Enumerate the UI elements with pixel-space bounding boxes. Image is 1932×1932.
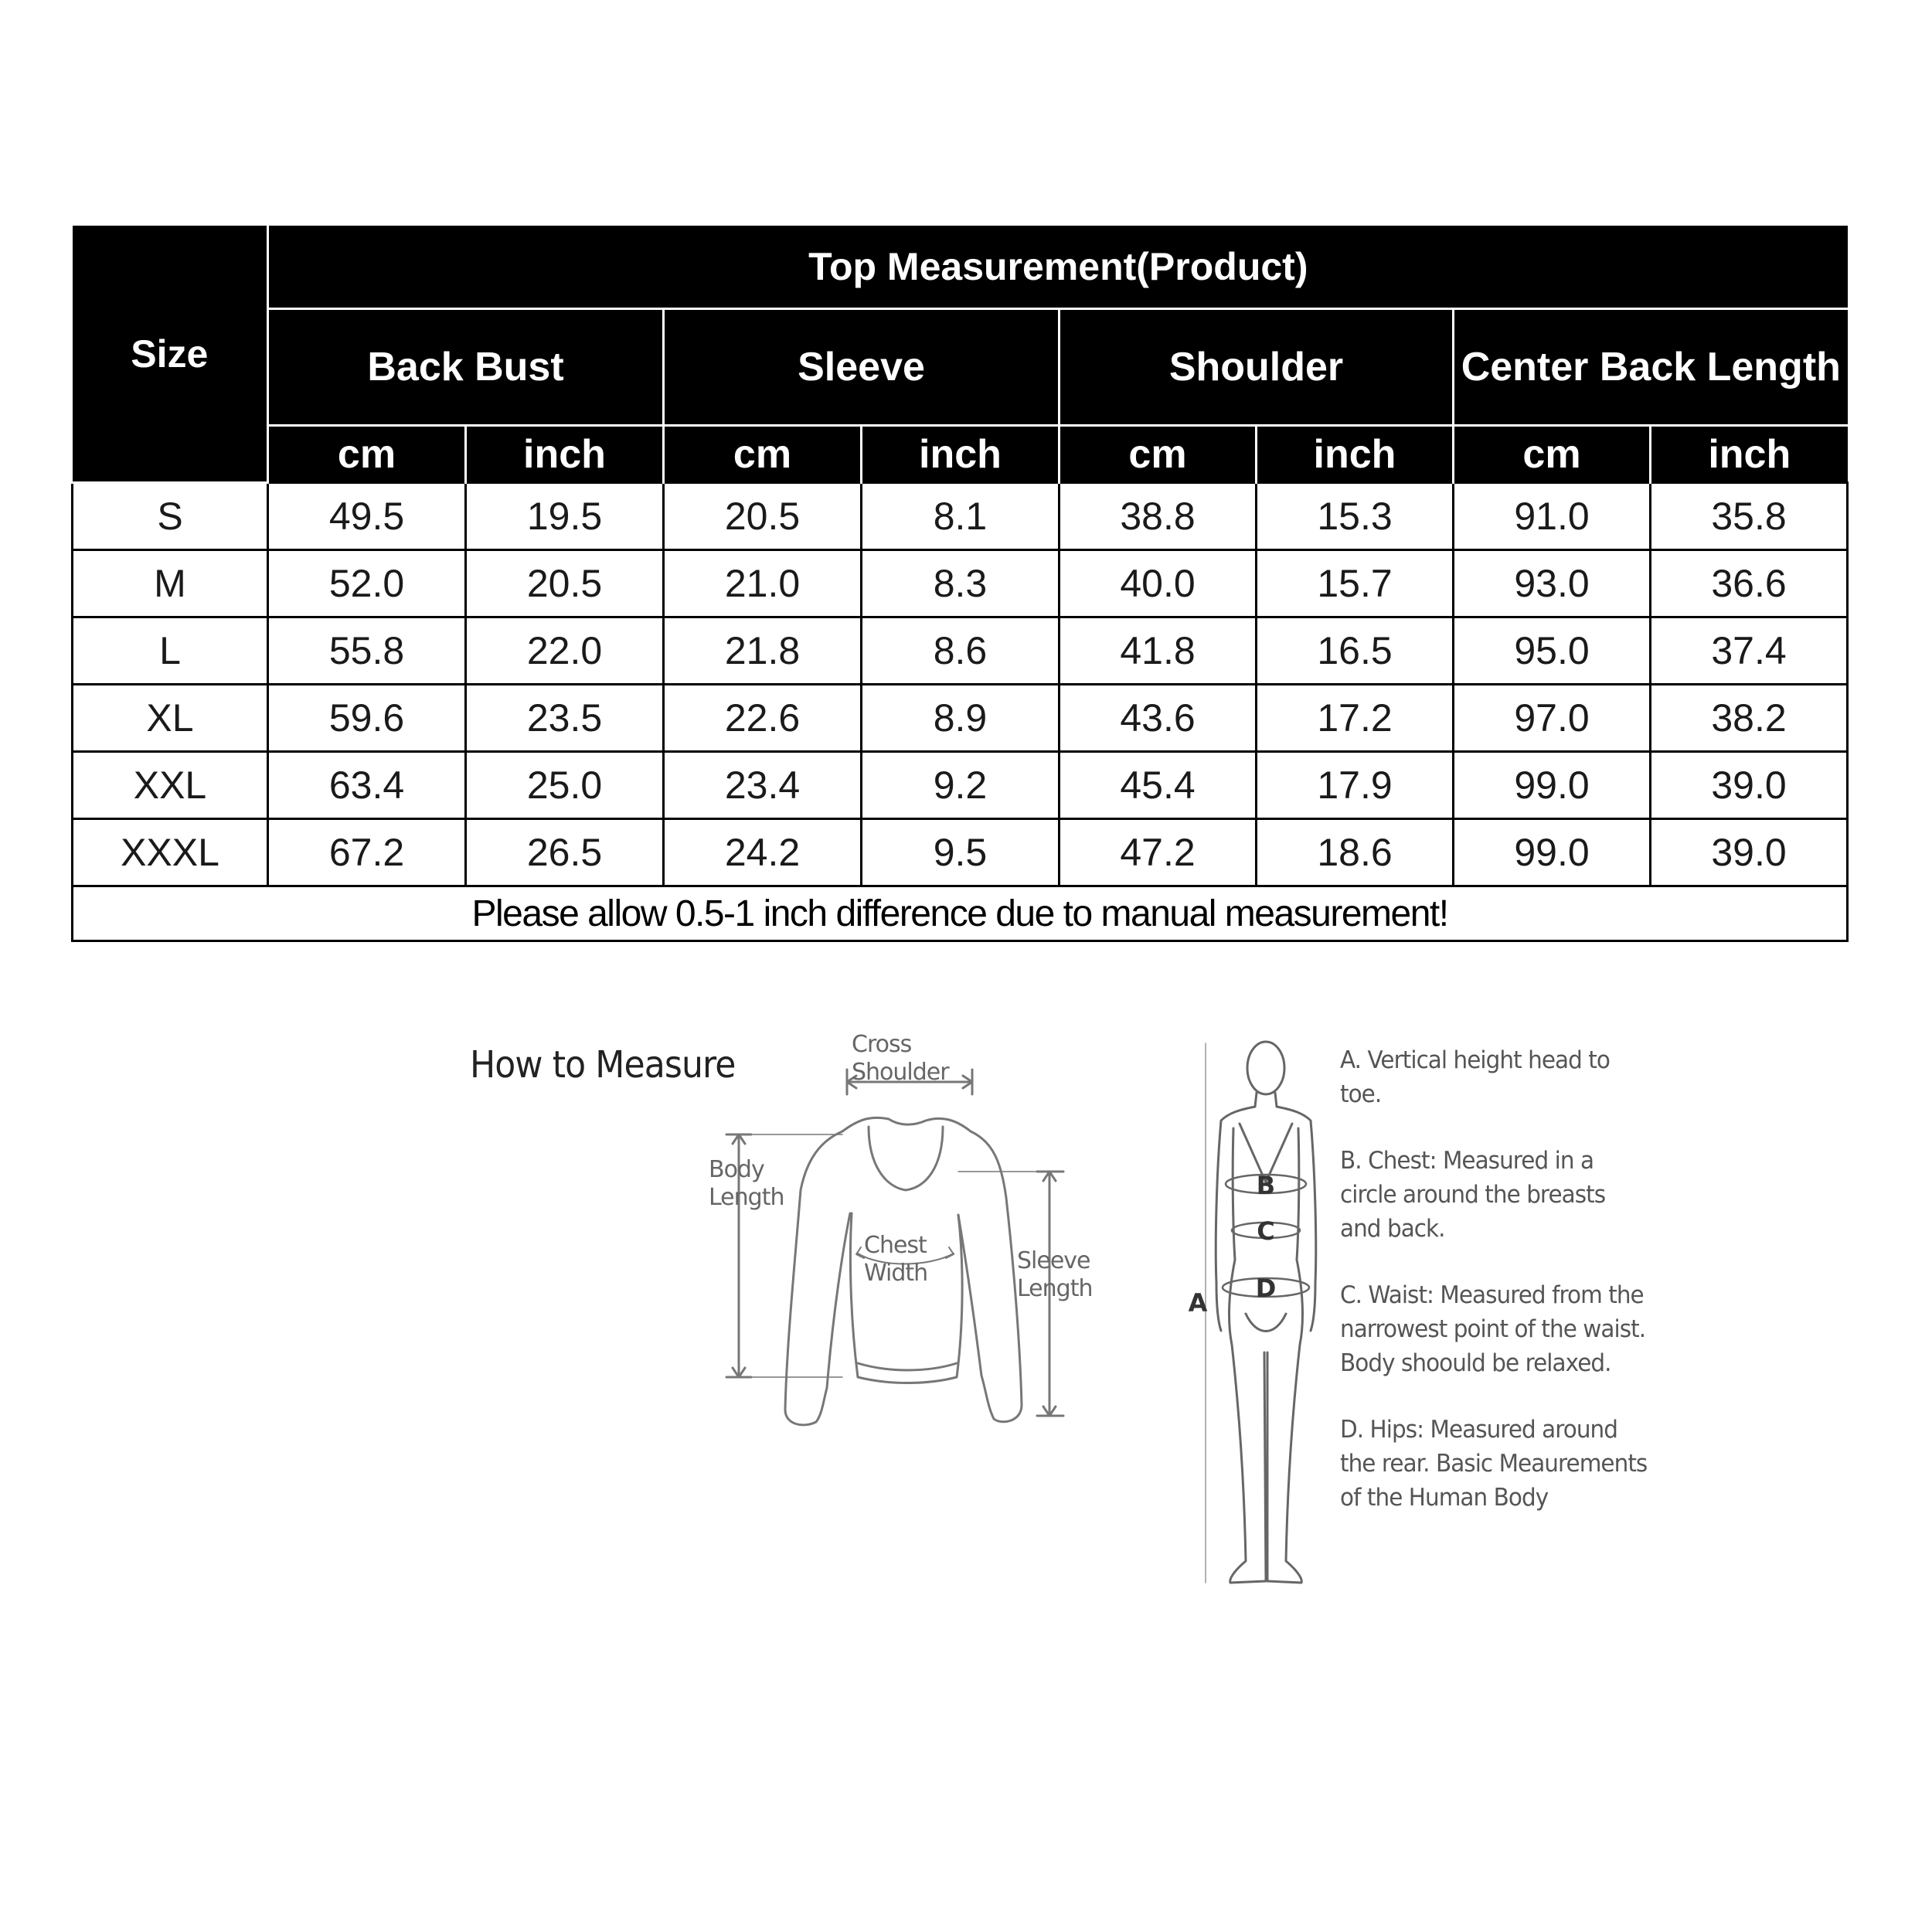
unit-header: inch [1257,426,1454,483]
measurement-cell: 38.8 [1060,483,1257,550]
unit-header: inch [1651,426,1848,483]
unit-header: inch [466,426,664,483]
measurement-note: Please allow 0.5-1 inch difference due to manual measurement! [73,886,1848,941]
unit-header: inch [862,426,1060,483]
how-to-measure-title: How to Measure [470,1043,736,1087]
figure-letter-d: D [1255,1274,1277,1303]
measurement-cell: 20.5 [664,483,862,550]
table-row [73,617,1848,685]
group-header-shoulder: Shoulder [1060,309,1454,426]
body-length-label: Body Length [709,1156,784,1211]
figure-letter-b: B [1256,1171,1276,1200]
measurement-cell: 43.6 [1060,685,1257,752]
measurement-cell: 8.9 [862,685,1060,752]
group-header-sleeve: Sleeve [664,309,1060,426]
measurement-cell: 45.4 [1060,752,1257,819]
measurement-cell: 22.0 [466,617,664,685]
measurement-cell: 99.0 [1454,819,1651,886]
chest-width-label: Chest Width [864,1232,928,1287]
body-figure [1175,1028,1345,1600]
measurement-cell: 95.0 [1454,617,1651,685]
measurement-cell: 21.8 [664,617,862,685]
measurement-cell: 52.0 [268,550,466,617]
measurement-cell: 8.3 [862,550,1060,617]
group-header-back-bust: Back Bust [268,309,664,426]
measurement-cell: 40.0 [1060,550,1257,617]
measurement-cell: 18.6 [1257,819,1454,886]
measurement-cell: 15.7 [1257,550,1454,617]
table-row [73,483,1848,550]
measurement-cell: 17.9 [1257,752,1454,819]
measurement-cell: 9.2 [862,752,1060,819]
measurement-cell: 91.0 [1454,483,1651,550]
cross-shoulder-label: Cross Shoulder [852,1031,949,1086]
table-title: Top Measurement(Product) [268,226,1848,309]
size-cell: XL [73,685,268,752]
measurement-cell: 23.4 [664,752,862,819]
measurement-cell: 20.5 [466,550,664,617]
measurement-cell: 23.5 [466,685,664,752]
measurement-cell: 67.2 [268,819,466,886]
size-header: Size [73,226,268,483]
measurement-cell: 16.5 [1257,617,1454,685]
measurement-cell: 63.4 [268,752,466,819]
figure-letter-a: A [1188,1288,1208,1318]
size-cell: L [73,617,268,685]
measurement-cell: 36.6 [1651,550,1848,617]
size-cell: M [73,550,268,617]
measurement-cell: 39.0 [1651,819,1848,886]
measurement-cell: 9.5 [862,819,1060,886]
figure-letter-c: C [1257,1216,1275,1246]
measurement-cell: 25.0 [466,752,664,819]
size-cell: XXL [73,752,268,819]
sleeve-length-label: Sleeve Length [1017,1247,1093,1302]
group-header-center-back-length: Center Back Length [1454,309,1848,426]
table-row [73,752,1848,819]
measurement-cell: 55.8 [268,617,466,685]
measurement-cell: 37.4 [1651,617,1848,685]
table-row [73,550,1848,617]
measurement-cell: 47.2 [1060,819,1257,886]
measurement-cell: 22.6 [664,685,862,752]
measurement-cell: 49.5 [268,483,466,550]
measurement-cell: 8.1 [862,483,1060,550]
measurement-cell: 17.2 [1257,685,1454,752]
measurement-cell: 41.8 [1060,617,1257,685]
measurement-cell: 59.6 [268,685,466,752]
unit-header: cm [1454,426,1651,483]
table-row [73,819,1848,886]
measurement-cell: 26.5 [466,819,664,886]
measurement-cell: 15.3 [1257,483,1454,550]
measurement-definitions [1340,1043,1649,1547]
unit-header: cm [1060,426,1257,483]
size-cell: XXXL [73,819,268,886]
unit-header: cm [268,426,466,483]
measurement-cell: 38.2 [1651,685,1848,752]
unit-header: cm [664,426,862,483]
size-chart-table [71,226,1849,942]
definition-b: B. Chest: Measured in a circle around the breasts and back. [1340,1147,1606,1243]
table-row [73,685,1848,752]
definition-c: C. Waist: Measured from the narrowest point of the waist. Body shoould be relaxed. [1340,1281,1646,1377]
measurement-cell: 19.5 [466,483,664,550]
measurement-cell: 35.8 [1651,483,1848,550]
measurement-cell: 39.0 [1651,752,1848,819]
measurement-cell: 8.6 [862,617,1060,685]
measurement-cell: 97.0 [1454,685,1651,752]
measurement-cell: 99.0 [1454,752,1651,819]
size-cell: S [73,483,268,550]
definition-a: A. Vertical height head to toe. [1340,1046,1610,1108]
definition-d: D. Hips: Measured around the rear. Basic Meaurements of the Human Body [1340,1416,1648,1512]
measurement-cell: 24.2 [664,819,862,886]
measurement-cell: 93.0 [1454,550,1651,617]
measurement-cell: 21.0 [664,550,862,617]
